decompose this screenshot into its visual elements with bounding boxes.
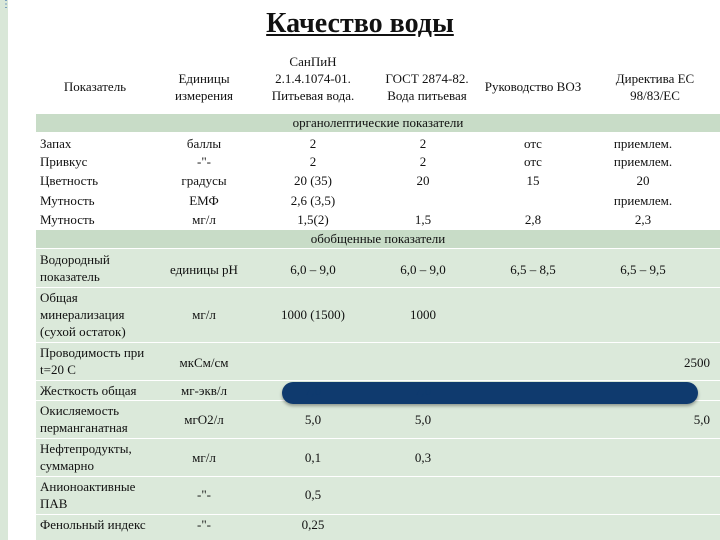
row-unit: -"- <box>197 154 211 169</box>
row-sanpin: 2,6 (3,5) <box>290 193 336 208</box>
row-sanpin: 5,0 <box>304 412 322 427</box>
row-eu: 2,3 <box>634 212 652 227</box>
row-sanpin: 1,5(2) <box>297 212 329 227</box>
row-unit: градусы <box>181 173 227 188</box>
row-eu: приемлем. <box>613 136 673 151</box>
row-gost: 20 <box>416 173 430 188</box>
row-name: Фенольный индекс <box>40 517 146 532</box>
row-unit: -"- <box>197 517 211 532</box>
header-eu: Директива ЕС 98/83/ЕС <box>615 71 695 103</box>
row-sanpin: 0,1 <box>304 450 322 465</box>
row-gost: 2 <box>419 136 427 151</box>
row-gost: 2 <box>419 154 427 169</box>
row-who: отс <box>524 136 542 151</box>
row-unit: мг/л <box>192 212 216 227</box>
row-unit: баллы <box>186 136 222 151</box>
header-indicator: Показатель <box>63 79 127 94</box>
row-unit: единицы рН <box>170 262 238 277</box>
row-sanpin: 0,25 <box>301 517 325 532</box>
row-name: Водородный показатель <box>40 252 110 284</box>
page-title: Качество воды <box>266 8 454 39</box>
row-eu: 6,5 – 9,5 <box>620 262 666 277</box>
row-sanpin: 7,0 <box>304 383 322 398</box>
row-unit: мг/л <box>192 450 216 465</box>
row-name: Привкус <box>40 154 88 169</box>
row-name: Нефтепродукты, суммарно <box>40 441 132 473</box>
section-organoleptic: органолептические показатели <box>36 114 720 132</box>
row-unit: мг-экв/л <box>180 383 228 398</box>
row-unit: мг/л <box>192 307 216 322</box>
row-sanpin: 2 <box>309 136 317 151</box>
header-sanpin: СанПиН 2.1.4.1074-01. Питьевая вода. <box>271 54 355 103</box>
row-eu: приемлем. <box>613 154 673 169</box>
row-unit: -"- <box>197 487 211 502</box>
row-sanpin: 6,0 – 9,0 <box>290 262 336 277</box>
row-sanpin: 2 <box>309 154 317 169</box>
row-name: Запах <box>40 136 72 151</box>
row-unit: мгО2/л <box>184 412 224 427</box>
row-eu: 2500 <box>684 355 710 370</box>
row-eu: приемлем. <box>613 193 673 208</box>
row-gost: 1,5 <box>414 212 432 227</box>
row-name: Жесткость общая <box>40 383 137 398</box>
row-unit: мкСм/см <box>179 355 229 370</box>
row-who: 6,5 – 8,5 <box>510 262 556 277</box>
row-who: 2,8 <box>524 212 542 227</box>
row-name: Мутность <box>40 193 95 208</box>
row-gost: 0,3 <box>414 450 432 465</box>
row-who: 15 <box>526 173 540 188</box>
row-sanpin: 20 (35) <box>294 173 332 188</box>
row-sanpin: 1000 (1500) <box>281 307 345 322</box>
row-gost: 7,0 <box>414 383 432 398</box>
row-eu: 5,0 <box>693 412 710 427</box>
row-unit: ЕМФ <box>189 193 219 208</box>
row-who: отс <box>524 154 542 169</box>
header-units: Единицы измерения <box>174 71 234 103</box>
row-gost: 1000 <box>410 307 436 322</box>
row-gost: 6,0 – 9,0 <box>400 262 446 277</box>
row-name: Проводимость при t=20 С <box>40 345 145 377</box>
section-general: обобщенные показатели <box>36 230 720 248</box>
header-gost: ГОСТ 2874-82. Вода питьевая <box>385 71 469 103</box>
row-sanpin: 0,5 <box>304 487 322 502</box>
header-who: Руководство ВОЗ <box>484 79 582 94</box>
row-eu: 20 <box>636 173 650 188</box>
drag-handle-icon: ⋮ <box>1 0 11 10</box>
row-name: Окисляемость перманганатная <box>40 403 128 435</box>
row-name: Цветность <box>40 173 99 188</box>
row-name: Общая минерализация (сухой остаток) <box>40 290 126 339</box>
row-name: Анионоактивные ПАВ <box>40 479 136 511</box>
row-name: Мутность <box>40 212 95 227</box>
row-gost: 5,0 <box>414 412 432 427</box>
left-sidebar-strip <box>0 0 11 540</box>
